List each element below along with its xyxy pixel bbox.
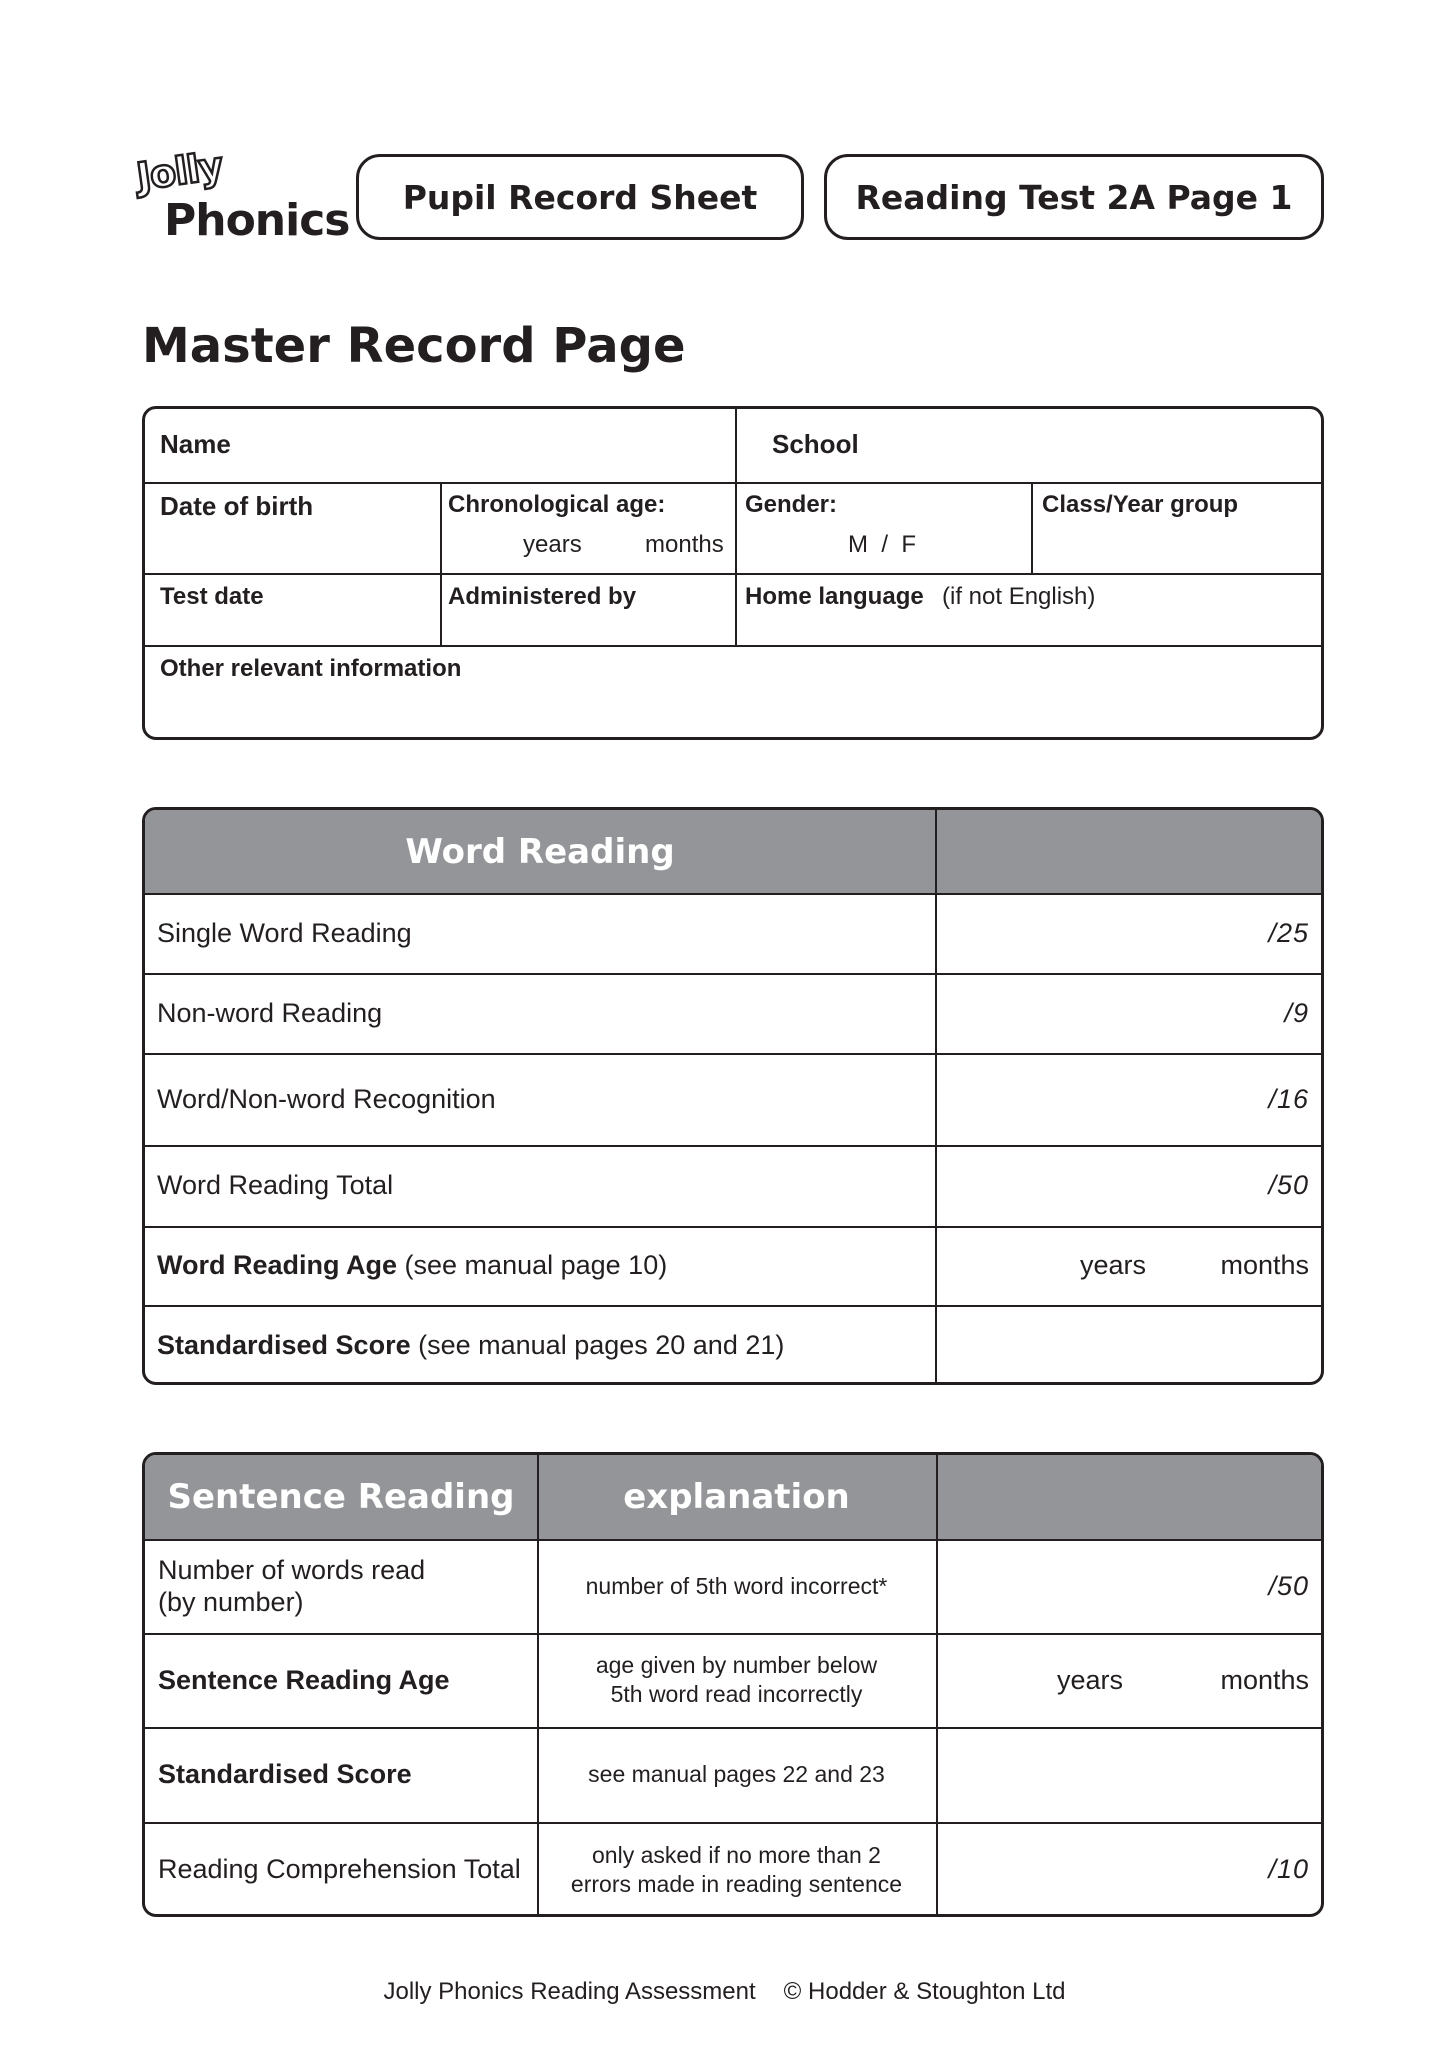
explanation-text: number of 5th word incorrect* bbox=[585, 1572, 888, 1599]
divider bbox=[1031, 482, 1033, 573]
word-reading-heading: Word Reading bbox=[405, 831, 675, 872]
explanation-line: 5th word read incorrectly bbox=[610, 1681, 863, 1707]
name-field-label: Name bbox=[160, 429, 231, 459]
pupil-record-sheet-label: Pupil Record Sheet bbox=[356, 154, 804, 240]
divider bbox=[145, 482, 1321, 484]
years-unit: years bbox=[1080, 1250, 1147, 1280]
years-unit: years bbox=[1057, 1664, 1124, 1695]
footer bbox=[0, 1978, 1449, 2006]
explanation-text bbox=[537, 1633, 936, 1727]
words-read-label bbox=[158, 1539, 425, 1633]
sentence-reading-table bbox=[142, 1452, 1324, 1917]
divider bbox=[735, 409, 737, 645]
explanation-line: errors made in reading sentence bbox=[570, 1870, 903, 1897]
word-reading-age-label bbox=[157, 1226, 667, 1305]
table-row-label: Non-word Reading bbox=[157, 997, 383, 1028]
standardised-score-label bbox=[157, 1305, 784, 1385]
footer-title: Jolly Phonics Reading Assessment bbox=[383, 1978, 756, 2005]
table-row-label: Word Reading Total bbox=[157, 1170, 394, 1200]
label-line: Number of words read bbox=[158, 1554, 426, 1585]
gender-label: Gender: bbox=[745, 491, 838, 518]
score-max: /9 bbox=[1284, 997, 1309, 1028]
class-year-label: Class/Year group bbox=[1042, 491, 1239, 518]
chron-years-label: years bbox=[523, 531, 582, 558]
reading-test-page-label: Reading Test 2A Page 1 bbox=[824, 154, 1324, 240]
label-line: (by number) bbox=[158, 1587, 304, 1617]
chronological-age-label: Chronological age: bbox=[448, 491, 666, 518]
score-max: /50 bbox=[1268, 1570, 1309, 1601]
score-max: /10 bbox=[1268, 1854, 1309, 1884]
chron-months-label: months bbox=[645, 531, 724, 558]
label-bold: Standardised Score bbox=[158, 1759, 412, 1789]
school-field-label: School bbox=[772, 429, 859, 459]
explanation-line: age given by number below bbox=[595, 1652, 878, 1679]
home-language-note: (if not English) bbox=[942, 583, 1096, 610]
dob-field-label: Date of birth bbox=[160, 491, 314, 521]
divider bbox=[145, 645, 1321, 647]
jolly-phonics-logo bbox=[133, 143, 350, 246]
table-row-label: Single Word Reading bbox=[157, 917, 412, 948]
logo-phonics-text: Phonics bbox=[164, 195, 350, 246]
sentence-reading-heading: Sentence Reading bbox=[167, 1477, 515, 1517]
explanation-text: see manual pages 22 and 23 bbox=[588, 1761, 885, 1788]
sentence-reading-age-label bbox=[158, 1633, 450, 1727]
label-bold: Word Reading Age bbox=[157, 1250, 398, 1280]
divider bbox=[145, 573, 1321, 575]
label-bold: Standardised Score bbox=[157, 1329, 411, 1360]
reading-comprehension-label: Reading Comprehension Total bbox=[158, 1854, 521, 1884]
gender-options: M / F bbox=[848, 531, 916, 558]
explanation-heading: explanation bbox=[623, 1477, 850, 1517]
explanation-text bbox=[537, 1822, 936, 1917]
logo-jolly-text: Jolly bbox=[133, 143, 226, 199]
table-row-label: Word/Non-word Recognition bbox=[157, 1083, 496, 1114]
score-max: /25 bbox=[1268, 917, 1309, 948]
divider bbox=[440, 482, 442, 645]
explanation-line: only asked if no more than 2 bbox=[592, 1841, 881, 1868]
word-reading-table bbox=[142, 807, 1324, 1385]
label-bold: Sentence Reading Age bbox=[158, 1664, 450, 1695]
score-max: /16 bbox=[1268, 1083, 1309, 1114]
label-note: (see manual page 10) bbox=[404, 1250, 668, 1280]
footer-copyright: © Hodder & Stoughton Ltd bbox=[783, 1978, 1066, 2005]
pupil-info-box bbox=[142, 406, 1324, 740]
score-max: /50 bbox=[1268, 1170, 1309, 1200]
home-language-label: Home language bbox=[745, 583, 924, 610]
administered-by-label: Administered by bbox=[448, 583, 637, 610]
months-unit: months bbox=[1220, 1664, 1309, 1695]
label-note: (see manual pages 20 and 21) bbox=[418, 1329, 785, 1360]
standardised-score-label bbox=[158, 1727, 412, 1822]
months-unit: months bbox=[1220, 1250, 1309, 1280]
other-info-label: Other relevant information bbox=[160, 655, 462, 682]
divider bbox=[935, 810, 937, 1385]
test-date-label: Test date bbox=[160, 583, 264, 610]
page-title: Master Record Page bbox=[142, 318, 686, 374]
divider bbox=[936, 1455, 938, 1917]
